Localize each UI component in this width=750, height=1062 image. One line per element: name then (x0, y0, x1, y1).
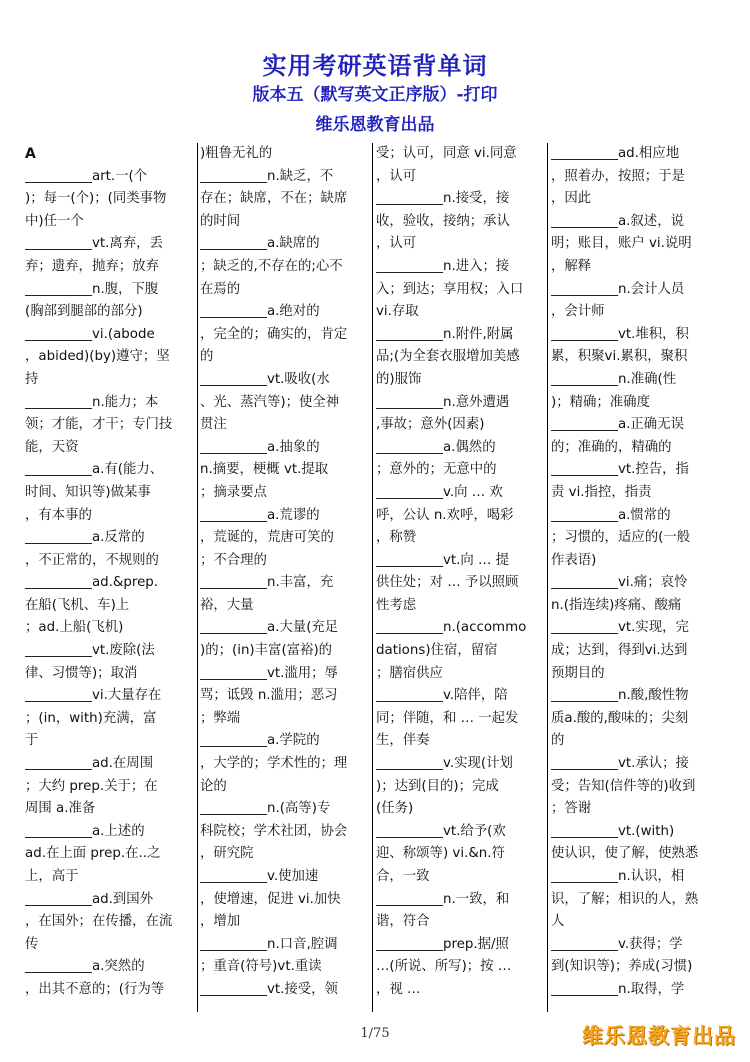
vocab-line: ，abided)(by)遵守；坚 (25, 349, 170, 365)
vocab-line: ，有本事的 (25, 507, 92, 523)
vocab-line: ；弊端 (200, 710, 241, 726)
vocab-line: n.摘要，梗概 vt.提取 (200, 462, 329, 478)
vocab-line: 谐，符合 (376, 914, 430, 930)
vocab-column-3 (376, 143, 546, 1012)
vocab-line: 使认识，使了解，使熟悉 (551, 846, 699, 862)
vocab-line: __________n.一致，和 (376, 891, 510, 907)
vocab-line: 质a.酸的,酸味的；尖刻 (551, 710, 689, 726)
vocab-line: __________n.准确(性 (551, 371, 677, 387)
vocab-line: ；膳宿供应 (376, 665, 443, 681)
vocab-line: __________a.有(能力、 (25, 462, 164, 478)
vocab-line: __________a.惯常的 (551, 507, 671, 523)
vocab-line: ，在国外；在传播，在流 (25, 914, 173, 930)
vocab-line: __________ad.在周围 (25, 756, 154, 772)
vocab-line: __________vt.废除(法 (25, 643, 155, 659)
vocab-line: ；摘录要点 (200, 484, 267, 500)
vocab-line: 责 vi.指控，指责 (551, 484, 652, 500)
vocab-line: __________a.反常的 (25, 530, 145, 546)
vocab-line: ；重音(符号)vt.重读 (200, 959, 322, 975)
vocab-line: __________vt.给予(欢 (376, 823, 506, 839)
page-number: 1/75 (360, 1026, 390, 1041)
publisher-line: 维乐恩教育出品 (315, 115, 435, 135)
vocab-line: (胸部到腿部的部分) (25, 304, 143, 320)
letter-heading: A (25, 146, 36, 162)
vocab-line: __________a.偶然的 (376, 439, 496, 455)
vocab-line: __________a.正确无误 (551, 417, 684, 433)
vocab-line: 的)服饰 (376, 371, 422, 387)
vocab-line: 受；告知(信件等的)收到 (551, 778, 696, 794)
vocab-line: __________vt.离弃，丢 (25, 236, 163, 252)
vocabulary-columns (25, 143, 720, 1012)
vocab-line: 传 (25, 936, 39, 952)
watermark-logo: 维乐恩教育出品 (582, 1024, 736, 1048)
vocab-column-2 (200, 143, 370, 1012)
vocab-line: __________n.会计人员 (551, 281, 685, 297)
vocab-line: __________v.使加速 (200, 869, 319, 884)
vocab-line: ，增加 (200, 914, 241, 930)
vocab-line: __________a.抽象的 (200, 439, 320, 455)
vocab-line: 识，了解；相识的人，熟 (551, 891, 699, 907)
vocab-line: 品;(为全套衣服增加美感 (376, 349, 520, 365)
vocab-line: )；每一(个)；(同类事物 (25, 191, 167, 207)
vocab-line: __________vt.滥用；辱 (200, 665, 338, 681)
vocab-line: ；习惯的，适应的(一般 (551, 530, 691, 546)
vocab-line: __________vt.承认；接 (551, 756, 689, 772)
vocab-line: 预期目的 (551, 665, 605, 681)
vocab-line: __________prep.据/照 (376, 936, 509, 952)
vocab-line: ，荒诞的，荒唐可笑的 (200, 530, 334, 546)
vocab-line: 成；达到，得到vi.达到 (551, 643, 688, 659)
vocab-line: ，研究院 (200, 846, 254, 862)
vocab-line: __________a.大量(充足 (200, 620, 339, 636)
vocab-line: __________n.缺乏，不 (200, 168, 334, 184)
vocab-line: __________n.腹，下腹 (25, 281, 159, 297)
vocab-line: __________n.口音,腔调 (200, 936, 338, 952)
page-subtitle: 版本五（默写英文正序版）-打印 (252, 85, 498, 105)
vocab-line: 的；准确的，精确的 (551, 439, 672, 455)
vocab-line: ，视 … (376, 981, 421, 997)
vocab-line: __________v.向 … 欢 (376, 484, 503, 500)
vocab-line: ；(in，with)充满，富 (25, 710, 157, 726)
vocab-line: __________n.进入；接 (376, 258, 510, 274)
vocab-line: 合，一致 (376, 869, 430, 884)
vocab-line: 科院校；学术社团，协会 (200, 823, 348, 839)
vocab-line: 到(知识等)；养成(习惯) (551, 959, 693, 975)
vocab-line: 在船(飞机、车)上 (25, 597, 130, 613)
vocab-line: ，会计师 (551, 304, 605, 320)
vocab-line: __________vt.(with) (551, 823, 675, 839)
vocab-line: 存在；缺席，不在；缺席 (200, 191, 348, 207)
vocab-line: __________n.意外遭遇 (376, 394, 510, 410)
vocab-line: 供住处；对 … 予以照顾 (376, 575, 519, 591)
vocab-line: 生，伴奏 (376, 733, 430, 749)
vocab-line: 律、习惯等)；取消 (25, 665, 138, 681)
vocab-line: __________n.(accommo (376, 620, 527, 636)
vocab-line: 的时间 (200, 213, 241, 229)
vocab-line: )粗鲁无礼的 (200, 146, 273, 161)
vocab-line: __________v.陪伴，陪 (376, 688, 508, 704)
vocab-column-1 (25, 143, 195, 1012)
column-divider (547, 143, 548, 1012)
vocab-line: )；精确；准确度 (551, 394, 650, 410)
page-title: 实用考研英语背单词 (262, 52, 488, 80)
vocab-line: __________n.(高等)专 (200, 801, 331, 817)
vocab-line: 、光、蒸汽等)；使全神 (200, 394, 340, 410)
vocab-line: __________vi.痛；哀怜 (551, 575, 688, 591)
vocab-line: 明；账目，账户 vi.说明 (551, 236, 692, 252)
vocab-line: __________ad.相应地 (551, 146, 680, 161)
vocab-line: 持 (25, 371, 39, 387)
vocab-line: __________vt.向 … 提 (376, 552, 510, 568)
vocab-line: __________n.认识，相 (551, 869, 685, 884)
vocab-line: __________v.实现(计划 (376, 756, 513, 772)
vocab-line: __________n.附件,附属 (376, 326, 514, 342)
vocab-line: ；不合理的 (200, 552, 267, 568)
vocab-line: __________a.学院的 (200, 733, 320, 749)
vocab-line: 裕，大量 (200, 597, 254, 613)
vocab-line: 累，积聚vi.累积，聚积 (551, 349, 688, 365)
vocab-line: __________a.荒谬的 (200, 507, 320, 523)
vocab-line: __________vt.实现，完 (551, 620, 689, 636)
vocab-line: ，因此 (551, 191, 592, 207)
vocab-line: __________n.取得，学 (551, 981, 685, 997)
vocab-line: ，不正常的，不规则的 (25, 552, 159, 568)
vocab-line: 在焉的 (200, 281, 241, 297)
vocab-line: 性考虑 (376, 597, 417, 613)
vocab-line: __________a.缺席的 (200, 236, 320, 252)
vocab-line: ，认可 (376, 168, 417, 184)
vocab-line: ，解释 (551, 258, 592, 274)
vocab-line: __________n.酸,酸性物 (551, 688, 689, 704)
vocab-line: __________ad.&prep. (25, 575, 159, 591)
vocab-line: ad.在上面 prep.在..之 (25, 846, 161, 862)
vocab-line: ，称赞 (376, 530, 417, 546)
vocab-line: 受；认可，同意 vi.同意 (376, 146, 517, 161)
vocab-line: n.(指连续)疼痛、酸痛 (551, 597, 682, 613)
vocab-line: 同；伴随，和 … 一起发 (376, 710, 519, 726)
vocab-column-4 (551, 143, 721, 1012)
vocab-line: __________v.获得；学 (551, 936, 683, 952)
vocab-line: __________a.绝对的 (200, 304, 320, 320)
vocab-line: ，大学的；学术性的；理 (200, 756, 348, 772)
vocab-line: 能，天资 (25, 439, 79, 455)
vocab-line: __________vi.(abode (25, 326, 155, 342)
vocab-line: __________a.突然的 (25, 959, 145, 975)
vocab-line: 论的 (200, 778, 227, 794)
vocab-line: __________a.叙述，说 (551, 213, 684, 229)
vocab-line: vi.存取 (376, 304, 419, 320)
vocab-line: )；达到(目的)；完成 (376, 778, 499, 794)
vocab-line: 贯注 (200, 417, 227, 433)
vocab-line: 入；到达；享用权；入口 (376, 281, 524, 297)
vocab-line: (任务) (376, 801, 414, 817)
vocab-line: )的；(in)丰富(富裕)的 (200, 643, 333, 659)
vocab-line: ；答谢 (551, 801, 592, 817)
vocab-line: ，出其不意的；(行为等 (25, 981, 165, 997)
vocab-line: …(所说、所写)；按 … (376, 959, 512, 975)
vocab-line: ，照着办，按照；于是 (551, 168, 685, 184)
vocab-line: __________vt.堆积，积 (551, 326, 689, 342)
vocab-line: ；缺乏的,不存在的;心不 (200, 258, 343, 274)
vocab-line: ，使增速，促进 vi.加快 (200, 891, 341, 907)
vocab-line: 周围 a.准备 (25, 801, 96, 817)
vocab-line: __________n.能力；本 (25, 394, 159, 410)
column-divider (372, 143, 373, 1012)
vocab-line: dations)住宿，留宿 (376, 643, 498, 659)
vocab-line: ；ad.上船(飞机) (25, 620, 124, 636)
vocab-line: ，认可 (376, 236, 417, 252)
vocab-line: __________n.接受，接 (376, 191, 510, 207)
vocab-line: 呼，公认 n.欢呼，喝彩 (376, 507, 514, 523)
vocab-line: __________vt.吸收(水 (200, 371, 330, 387)
vocab-line: __________vt.接受，领 (200, 981, 338, 997)
vocab-line: 的 (551, 733, 565, 749)
vocab-line: 中)任一个 (25, 213, 84, 229)
vocab-line: __________n.丰富，充 (200, 575, 334, 591)
vocab-line: 于 (25, 733, 39, 749)
vocab-line: 迎、称颂等) vi.&n.符 (376, 846, 505, 862)
vocab-line: 上，高于 (25, 869, 79, 884)
vocab-line: __________a.上述的 (25, 823, 145, 839)
vocab-line: ；大约 prep.关于；在 (25, 778, 158, 794)
vocab-line: 人 (551, 914, 565, 930)
vocab-line: 收，验收，接纳；承认 (376, 213, 510, 229)
vocab-line: __________ad.到国外 (25, 891, 154, 907)
vocab-line: ，完全的；确实的，肯定 (200, 326, 348, 342)
vocab-line: __________vt.控告，指 (551, 462, 689, 478)
vocab-line: 作表语) (551, 552, 597, 568)
vocab-line: ；意外的；无意中的 (376, 462, 497, 478)
vocab-line: 时间、知识等)做某事 (25, 484, 151, 500)
vocab-line: __________vi.大量存在 (25, 688, 162, 704)
vocab-line: __________art.一(个 (25, 168, 148, 184)
vocab-line: 弃；遗弃，抛弃；放弃 (25, 258, 159, 274)
vocab-line: 骂；诋毁 n.滥用；恶习 (200, 688, 338, 704)
vocab-line: ,事故；意外(因素) (376, 417, 485, 433)
vocab-line: 的 (200, 349, 214, 365)
vocab-line: 领；才能，才干；专门技 (25, 417, 173, 433)
column-divider (197, 143, 198, 1012)
